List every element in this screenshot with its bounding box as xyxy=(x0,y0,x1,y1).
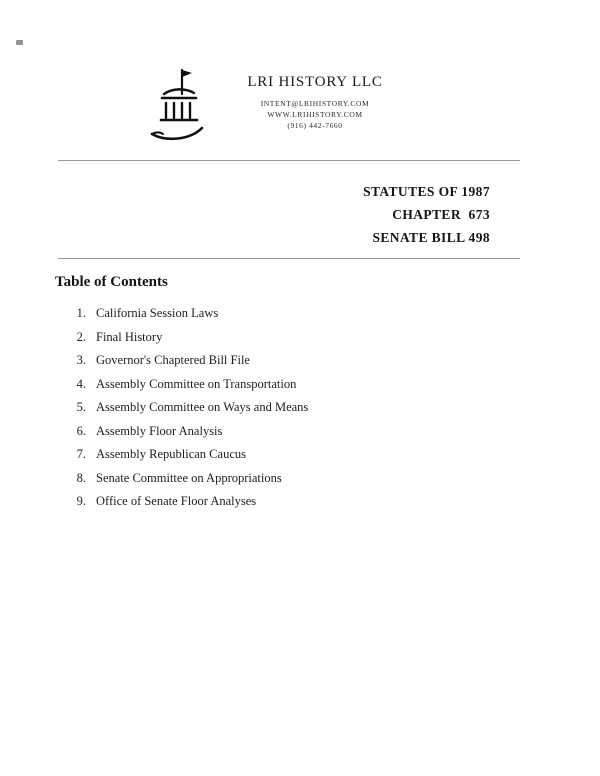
toc-item-number: 3. xyxy=(76,353,86,367)
company-phone: (916) 442-7660 xyxy=(287,121,343,130)
statute-heading xyxy=(250,180,490,249)
toc-item-label: Final History xyxy=(96,329,163,344)
toc-item xyxy=(68,306,488,330)
toc-item-number: 6. xyxy=(76,423,86,438)
toc-item-label: Assembly Republican Caucus xyxy=(96,447,246,461)
toc-item-label: Office of Senate Floor Analyses xyxy=(96,494,257,508)
toc-list xyxy=(68,306,488,518)
toc-item-number: 9. xyxy=(76,494,86,508)
toc-item xyxy=(68,447,488,471)
toc-item-label: Senate Committee on Appropriations xyxy=(96,470,282,485)
toc-item xyxy=(68,424,488,448)
toc-item xyxy=(68,471,488,495)
toc-item-number: 5. xyxy=(76,400,86,414)
company-website: WWW.LRIHISTORY.COM xyxy=(267,110,363,119)
toc-item xyxy=(68,330,488,354)
toc-item-label: Assembly Committee on Ways and Means xyxy=(96,400,309,414)
toc-item xyxy=(68,494,488,518)
company-name: LRI HISTORY LLC xyxy=(247,74,383,90)
senate-bill-line: SENATE BILL 498 xyxy=(372,230,490,245)
divider-top xyxy=(58,160,520,161)
divider-bottom xyxy=(58,258,520,259)
company-email: INTENT@LRIHISTORY.COM xyxy=(260,99,370,108)
toc-item-label: Governor's Chaptered Bill File xyxy=(96,353,250,367)
toc-item-label: California Session Laws xyxy=(96,306,219,320)
scan-artifact xyxy=(16,40,23,45)
toc-item xyxy=(68,353,488,377)
statutes-of-line: STATUTES OF 1987 xyxy=(363,184,490,199)
toc-item xyxy=(68,400,488,424)
toc-item xyxy=(68,377,488,401)
letterhead-text xyxy=(230,60,400,131)
letterhead xyxy=(138,60,400,148)
chapter-line: CHAPTER 673 xyxy=(392,207,490,222)
toc-item-number: 1. xyxy=(76,306,86,320)
toc-item-number: 8. xyxy=(76,470,86,485)
toc-item-number: 2. xyxy=(76,329,86,344)
lri-logo-icon xyxy=(138,60,216,148)
toc-item-number: 4. xyxy=(76,376,86,391)
toc-item-number: 7. xyxy=(76,447,86,461)
toc-item-label: Assembly Floor Analysis xyxy=(96,423,223,438)
toc-title: Table of Contents xyxy=(55,274,168,290)
toc-item-label: Assembly Committee on Transportation xyxy=(96,376,297,391)
